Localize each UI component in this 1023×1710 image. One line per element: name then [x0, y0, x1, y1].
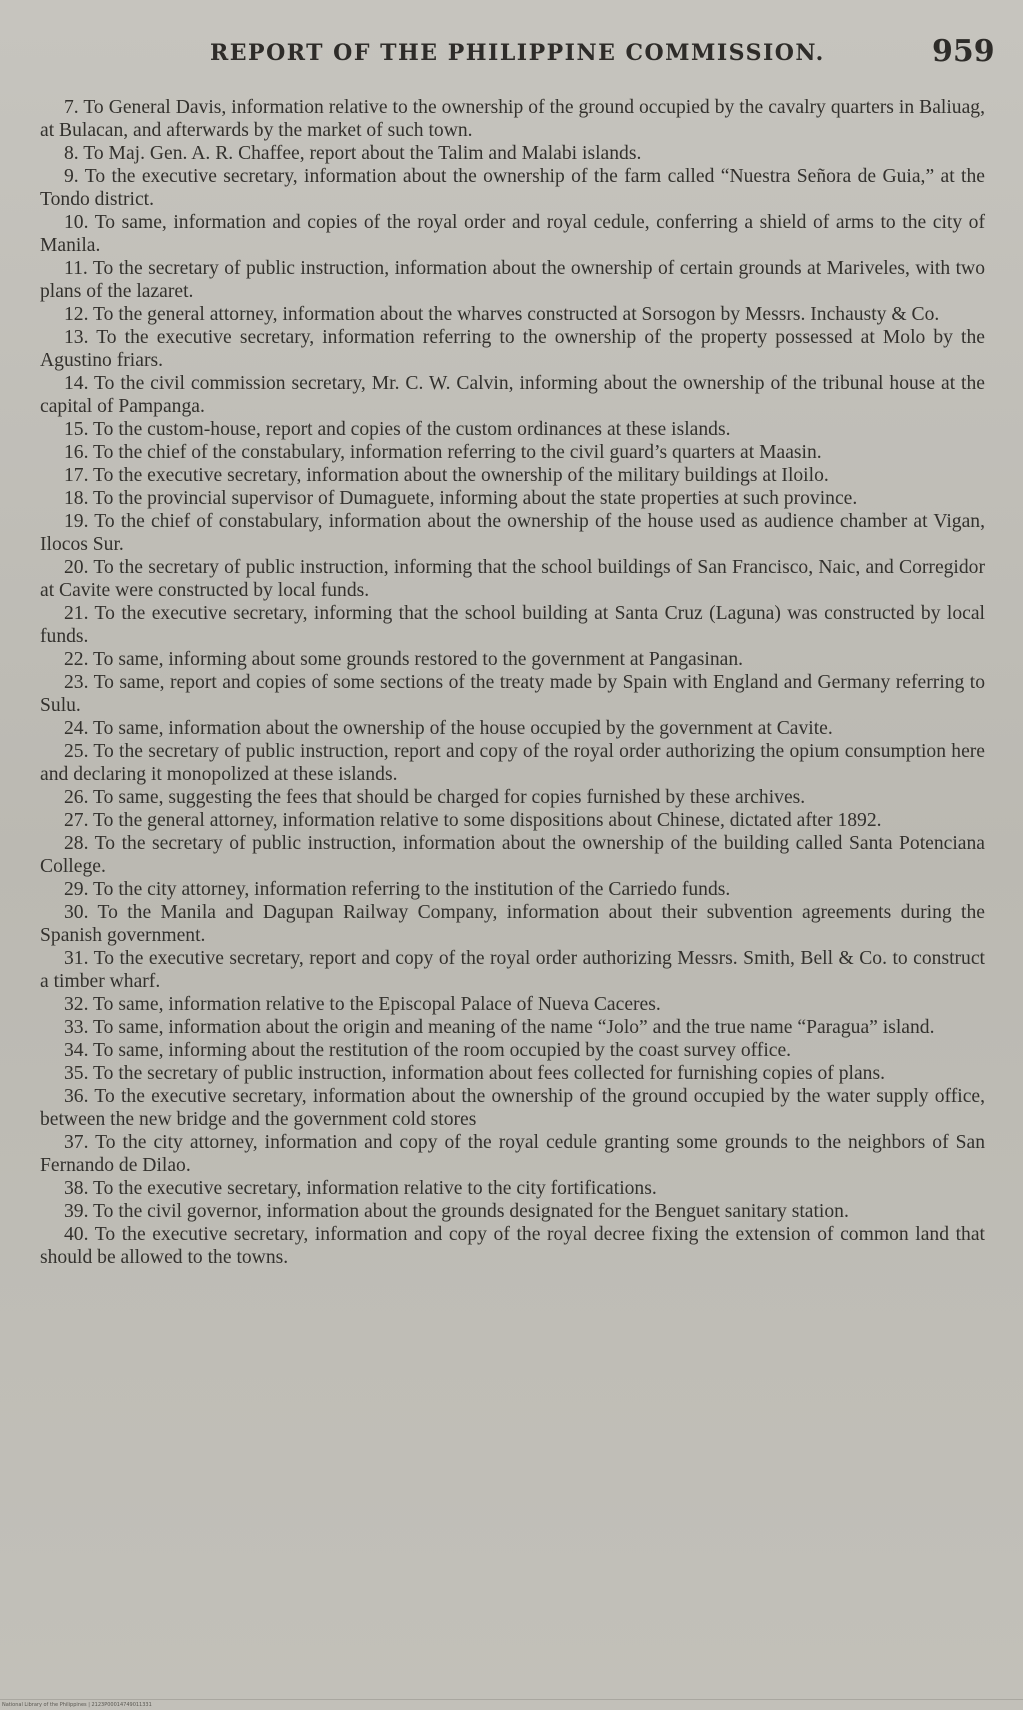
list-item: 30. To the Manila and Dagupan Railway Company, information about their subvention agreements during the Spanish government.	[40, 902, 985, 946]
correspondence-list	[40, 96, 985, 1269]
running-title: REPORT OF THE PHILIPPINE COMMISSION.	[210, 40, 825, 66]
list-item: 28. To the secretary of public instruction, information about the ownership of the building called Santa Potenciana College.	[40, 833, 985, 877]
list-item: 8. To Maj. Gen. A. R. Chaffee, report about the Talim and Malabi islands.	[64, 143, 642, 164]
list-item: 25. To the secretary of public instruction, report and copy of the royal order authorizing the opium consumption here and declaring it monopolized at these islands.	[40, 741, 985, 785]
list-item: 22. To same, informing about some grounds restored to the government at Pangasinan.	[64, 649, 744, 670]
list-item: 11. To the secretary of public instruction, information about the ownership of certain grounds at Mariveles, with two plans of the lazaret.	[40, 258, 985, 302]
list-item: 34. To same, informing about the restitution of the room occupied by the coast survey office.	[64, 1040, 792, 1061]
list-item: 20. To the secretary of public instruction, informing that the school buildings of San Francisco, Naic, and Corregidor at Cavite were constructed by local funds.	[40, 557, 985, 601]
list-item: 21. To the executive secretary, informing that the school building at Santa Cruz (Laguna) was constructed by local funds.	[40, 603, 985, 647]
list-item: 9. To the executive secretary, information about the ownership of the farm called “Nuestra Señora de Guia,” at the Tondo district.	[40, 166, 985, 210]
list-item: 32. To same, information relative to the Episcopal Palace of Nueva Caceres.	[64, 994, 661, 1015]
list-item: 12. To the general attorney, information about the wharves constructed at Sorsogon by Messrs. Inchausty & Co.	[64, 304, 940, 325]
page-number: 959	[932, 34, 995, 69]
list-item: 23. To same, report and copies of some sections of the treaty made by Spain with England and Germany referring to Sulu.	[40, 672, 985, 716]
list-item: 15. To the custom-house, report and copies of the custom ordinances at these islands.	[64, 419, 731, 440]
list-item: 36. To the executive secretary, information about the ownership of the ground occupied by the water supply office, between the new bridge and the government cold stores	[40, 1086, 985, 1130]
list-item: 14. To the civil commission secretary, Mr. C. W. Calvin, informing about the ownership of the tribunal house at the capital of Pampanga.	[40, 373, 985, 417]
list-item: 29. To the city attorney, information referring to the institution of the Carriedo funds.	[64, 879, 731, 900]
footer-note: National Library of the Philippines | 2123P00014749011331	[2, 1702, 152, 1708]
list-item: 37. To the city attorney, information and copy of the royal cedule granting some grounds to the neighbors of San Fernando de Dilao.	[40, 1132, 985, 1176]
list-item: 13. To the executive secretary, information referring to the ownership of the property possessed at Molo by the Agustino friars.	[40, 327, 985, 371]
list-item: 18. To the provincial supervisor of Dumaguete, informing about the state properties at such province.	[64, 488, 858, 509]
list-item: 24. To same, information about the ownership of the house occupied by the government at Cavite.	[64, 718, 833, 739]
list-item: 16. To the chief of the constabulary, information referring to the civil guard’s quarters at Maasin.	[64, 442, 822, 463]
page-header	[0, 34, 1023, 74]
list-item: 31. To the executive secretary, report and copy of the royal order authorizing Messrs. Smith, Bell & Co. to construct a timber wharf.	[40, 948, 985, 992]
list-item: 38. To the executive secretary, information relative to the city fortifications.	[64, 1178, 657, 1199]
list-item: 19. To the chief of constabulary, information about the ownership of the house used as audience chamber at Vigan, Ilocos Sur.	[40, 511, 985, 555]
list-item: 7. To General Davis, information relative to the ownership of the ground occupied by the cavalry quarters in Baliuag, at Bulacan, and afterwards by the market of such town.	[40, 97, 985, 141]
list-item: 35. To the secretary of public instruction, information about fees collected for furnishing copies of plans.	[64, 1063, 885, 1084]
list-item: 39. To the civil governor, information about the grounds designated for the Benguet sanitary station.	[64, 1201, 849, 1222]
list-item: 26. To same, suggesting the fees that should be charged for copies furnished by these archives.	[64, 787, 806, 808]
list-item: 33. To same, information about the origin and meaning of the name “Jolo” and the true name “Paragua” island.	[64, 1017, 935, 1038]
list-item: 27. To the general attorney, information relative to some dispositions about Chinese, dictated after 1892.	[64, 810, 882, 831]
list-item: 17. To the executive secretary, information about the ownership of the military buildings at Iloilo.	[64, 465, 829, 486]
list-item: 40. To the executive secretary, information and copy of the royal decree fixing the extension of common land that should be allowed to the towns.	[40, 1224, 985, 1268]
footer-rule	[0, 1699, 1023, 1700]
list-item: 10. To same, information and copies of the royal order and royal cedule, conferring a shield of arms to the city of Manila.	[40, 212, 985, 256]
